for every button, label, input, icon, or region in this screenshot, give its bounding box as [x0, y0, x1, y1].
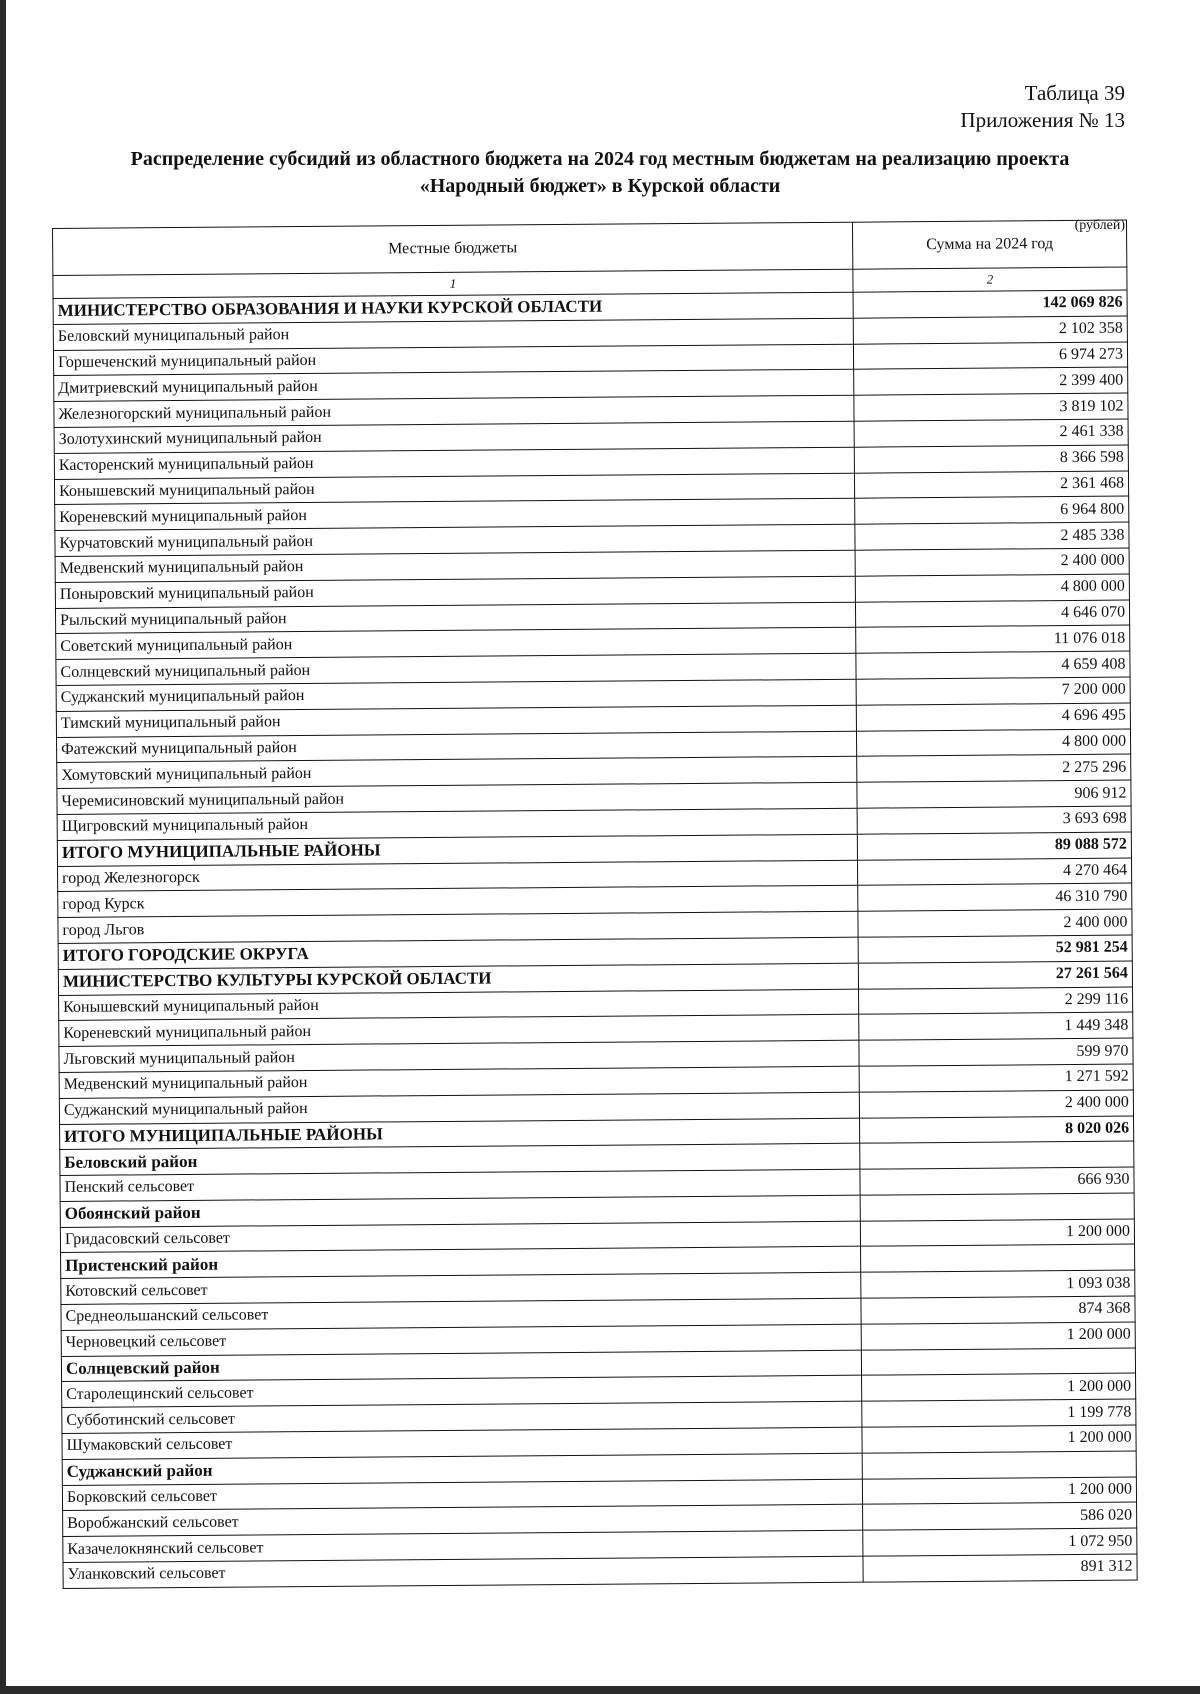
budget-sum-cell: 891 312 [863, 1554, 1137, 1582]
budget-name-cell: Железногорский муниципальный район [54, 395, 854, 427]
header-local-budgets: Местные бюджеты [53, 222, 853, 275]
budget-sum-cell: 7 200 000 [856, 677, 1130, 705]
header-index-1: 1 [53, 269, 853, 298]
units-label: (рублей) [1074, 218, 1125, 233]
subsidy-table [52, 220, 1138, 1589]
budget-name-cell: Горшеченский муниципальный район [53, 344, 853, 376]
budget-sum-cell [860, 1193, 1134, 1221]
budget-name-cell: Черемисиновский муниципальный район [57, 782, 857, 814]
budget-sum-cell: 599 970 [859, 1038, 1133, 1066]
budget-sum-cell: 1 200 000 [860, 1219, 1134, 1247]
budget-sum-cell: 2 400 000 [855, 548, 1129, 576]
budget-name-cell: Обоянский район [60, 1195, 860, 1227]
budget-name-cell: ИТОГО МУНИЦИПАЛЬНЫЕ РАЙОНЫ [57, 834, 857, 866]
table-header-row [53, 220, 1127, 275]
budget-sum-cell: 4 800 000 [856, 729, 1130, 757]
budget-sum-cell: 874 368 [861, 1296, 1135, 1324]
budget-name-cell: Пристенский район [61, 1247, 861, 1279]
budget-name-cell: Курчатовский муниципальный район [55, 524, 855, 556]
budget-name-cell: Золотухинский муниципальный район [54, 421, 854, 453]
budget-name-cell: Котовский сельсовет [61, 1272, 861, 1304]
budget-sum-cell: 1 200 000 [862, 1373, 1136, 1401]
budget-name-cell: Медвенский муниципальный район [59, 1066, 859, 1098]
budget-sum-cell: 666 930 [860, 1167, 1134, 1195]
budget-sum-cell: 1 072 950 [863, 1528, 1137, 1556]
budget-sum-cell: 1 093 038 [861, 1270, 1135, 1298]
budget-sum-cell: 4 270 464 [857, 858, 1131, 886]
budget-sum-cell: 1 271 592 [859, 1064, 1133, 1092]
subsidy-table-wrapper [52, 220, 1137, 1589]
budget-sum-cell: 4 646 070 [855, 600, 1129, 628]
budget-name-cell: Казачелокнянский сельсовет [63, 1530, 863, 1562]
scan-edge-bottom [0, 1686, 1200, 1694]
budget-name-cell: МИНИСТЕРСТВО ОБРАЗОВАНИЯ И НАУКИ КУРСКОЙ ОБЛАСТИ [53, 292, 853, 324]
budget-name-cell: Гридасовский сельсовет [60, 1221, 860, 1253]
budget-name-cell: Суджанский район [62, 1453, 862, 1485]
budget-sum-cell: 3 819 102 [854, 393, 1128, 421]
budget-name-cell: Касторенский муниципальный район [54, 447, 854, 479]
budget-name-cell: Среднеольшанский сельсовет [61, 1298, 861, 1330]
budget-name-cell: Субботинский сельсовет [62, 1401, 862, 1433]
budget-name-cell: Фатежский муниципальный район [56, 731, 856, 763]
budget-name-cell: Рыльский муниципальный район [55, 602, 855, 634]
budget-sum-cell: 8 366 598 [854, 445, 1128, 473]
budget-name-cell: город Курск [58, 886, 858, 918]
table-number: Таблица 39 [1024, 81, 1125, 105]
budget-sum-cell: 2 361 468 [854, 471, 1128, 499]
budget-name-cell: Поныровский муниципальный район [55, 576, 855, 608]
budget-name-cell: МИНИСТЕРСТВО КУЛЬТУРЫ КУРСКОЙ ОБЛАСТИ [58, 963, 858, 995]
budget-name-cell: Пенский сельсовет [60, 1169, 860, 1201]
budget-sum-cell: 3 693 698 [857, 806, 1131, 834]
table-body [53, 290, 1137, 1588]
budget-sum-cell: 2 275 296 [857, 754, 1131, 782]
budget-name-cell: город Железногорск [58, 860, 858, 892]
budget-name-cell: Старолещинский сельсовет [62, 1376, 862, 1408]
budget-sum-cell: 2 461 338 [854, 419, 1128, 447]
budget-name-cell: Советский муниципальный район [56, 628, 856, 660]
document-reference [960, 80, 1125, 134]
document-title-line-2: «Народный бюджет» в Курской области [419, 175, 781, 197]
budget-name-cell: Беловский муниципальный район [53, 318, 853, 350]
budget-sum-cell: 52 981 254 [858, 935, 1132, 963]
budget-name-cell: Медвенский муниципальный район [55, 550, 855, 582]
scan-edge-left [0, 0, 6, 1694]
budget-name-cell: Тимский муниципальный район [56, 705, 856, 737]
budget-sum-cell: 8 020 026 [860, 1116, 1134, 1144]
budget-name-cell: Борковский сельсовет [62, 1479, 862, 1511]
budget-sum-cell: 6 974 273 [853, 342, 1127, 370]
budget-sum-cell: 142 069 826 [853, 290, 1127, 318]
budget-sum-cell: 586 020 [863, 1502, 1137, 1530]
budget-name-cell: Кореневский муниципальный район [55, 499, 855, 531]
budget-sum-cell: 89 088 572 [857, 832, 1131, 860]
budget-sum-cell [861, 1245, 1135, 1273]
budget-sum-cell: 1 200 000 [862, 1477, 1136, 1505]
budget-sum-cell: 4 800 000 [855, 574, 1129, 602]
budget-sum-cell: 11 076 018 [856, 625, 1130, 653]
budget-name-cell: Хомутовский муниципальный район [57, 757, 857, 789]
budget-sum-cell: 2 400 000 [858, 909, 1132, 937]
budget-sum-cell: 2 400 000 [859, 1090, 1133, 1118]
header-index-2: 2 [853, 267, 1127, 292]
budget-sum-cell: 1 449 348 [859, 1012, 1133, 1040]
budget-name-cell: Кореневский муниципальный район [59, 1015, 859, 1047]
budget-name-cell: Конышевский муниципальный район [54, 473, 854, 505]
budget-sum-cell: 4 659 408 [856, 651, 1130, 679]
document-title [80, 146, 1120, 200]
budget-sum-cell [862, 1451, 1136, 1479]
document-title-line-1: Распределение субсидий из областного бюджета на 2024 год местным бюджетам на реализацию проекта [130, 148, 1070, 170]
budget-sum-cell: 4 696 495 [856, 703, 1130, 731]
budget-name-cell: Беловский район [60, 1143, 860, 1175]
budget-name-cell: Дмитриевский муниципальный район [54, 370, 854, 402]
budget-sum-cell: 1 200 000 [861, 1322, 1135, 1350]
budget-sum-cell [860, 1141, 1134, 1169]
budget-name-cell: Солнцевский муниципальный район [56, 653, 856, 685]
budget-name-cell: Шумаковский сельсовет [62, 1427, 862, 1459]
budget-sum-cell: 2 102 358 [853, 316, 1127, 344]
budget-sum-cell: 6 964 800 [855, 496, 1129, 524]
header-sum-2024: Сумма на 2024 год [852, 220, 1126, 269]
budget-name-cell: ИТОГО МУНИЦИПАЛЬНЫЕ РАЙОНЫ [60, 1118, 860, 1150]
budget-name-cell: Льговский муниципальный район [59, 1040, 859, 1072]
budget-name-cell: Суджанский муниципальный район [56, 679, 856, 711]
budget-name-cell: Суджанский муниципальный район [59, 1092, 859, 1124]
budget-sum-cell: 906 912 [857, 780, 1131, 808]
budget-sum-cell: 2 299 116 [858, 987, 1132, 1015]
budget-sum-cell: 46 310 790 [858, 883, 1132, 911]
budget-name-cell: Щигровский муниципальный район [57, 808, 857, 840]
budget-sum-cell: 2 485 338 [855, 522, 1129, 550]
budget-name-cell: Уланковский сельсовет [63, 1556, 863, 1588]
budget-sum-cell: 1 200 000 [862, 1425, 1136, 1453]
budget-sum-cell: 27 261 564 [858, 961, 1132, 989]
appendix-number: Приложения № 13 [960, 108, 1125, 132]
budget-sum-cell [861, 1348, 1135, 1376]
budget-name-cell: Воробжанский сельсовет [63, 1505, 863, 1537]
budget-name-cell: Солнцевский район [61, 1350, 861, 1382]
budget-name-cell: Черновецкий сельсовет [61, 1324, 861, 1356]
budget-name-cell: Конышевский муниципальный район [59, 989, 859, 1021]
budget-name-cell: ИТОГО ГОРОДСКИЕ ОКРУГА [58, 937, 858, 969]
budget-sum-cell: 2 399 400 [854, 367, 1128, 395]
budget-name-cell: город Льгов [58, 911, 858, 943]
budget-sum-cell: 1 199 778 [862, 1399, 1136, 1427]
